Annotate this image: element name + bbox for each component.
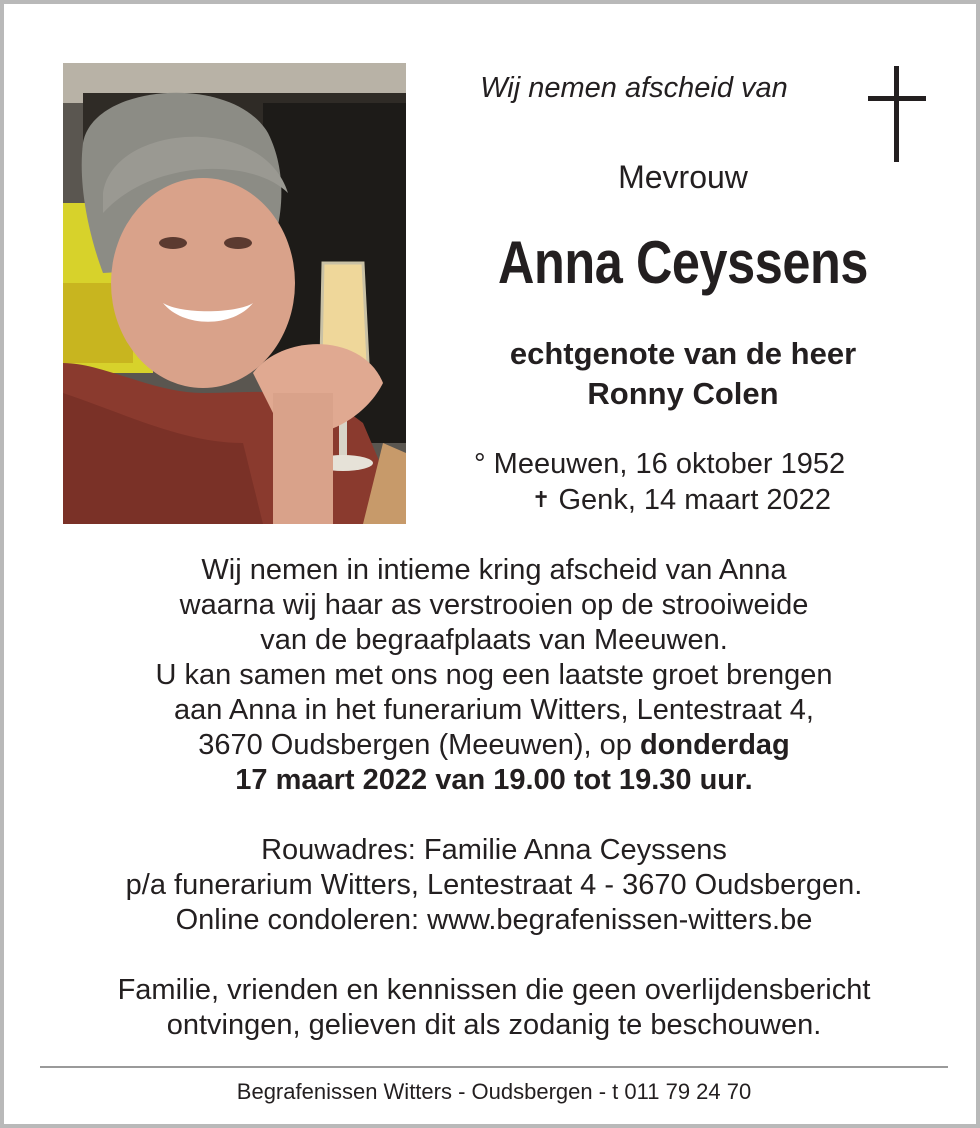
divider: [40, 1066, 948, 1068]
body-line: [44, 728, 944, 763]
body-line: aan Anna in het funerarium Witters, Lentestraat 4,: [174, 694, 814, 726]
spouse-info: [444, 334, 922, 414]
body-line: van de begraafplaats van Meeuwen.: [260, 624, 728, 656]
deceased-name: Anna Ceyssens: [498, 229, 868, 296]
birth-date: Meeuwen, 16 oktober 1952: [493, 448, 846, 480]
portrait-illustration: [63, 63, 406, 524]
death-line: [444, 482, 914, 518]
honorific: Mevrouw: [618, 159, 748, 195]
intro-text: Wij nemen afscheid van: [480, 72, 788, 104]
body-line: U kan samen met ons nog een laatste groet brengen: [155, 659, 833, 691]
death-date: Genk, 14 maart 2022: [558, 484, 831, 516]
body-line: waarna wij haar as verstrooien op de strooiweide: [179, 589, 809, 621]
birth-symbol: °: [474, 448, 486, 480]
spouse-line-2: Ronny Colen: [587, 376, 779, 411]
location-text: 3670 Oudsbergen (Meeuwen), op: [198, 729, 640, 761]
birth-line: [444, 447, 914, 482]
portrait-photo: [63, 63, 406, 524]
body-line: Wij nemen in intieme kring afscheid van Anna: [201, 554, 787, 586]
announcement-body: [44, 553, 944, 1043]
funeral-home-footer: Begrafenissen Witters - Oudsbergen - t 011 79 24 70: [236, 1079, 752, 1104]
death-cross-icon: ✝: [532, 487, 551, 512]
life-dates: [444, 447, 914, 518]
condolence-address-line: p/a funerarium Witters, Lentestraat 4 - 3670 Oudsbergen.: [125, 869, 863, 901]
closing-line: ontvingen, gelieven dit als zodanig te beschouwen.: [166, 1009, 822, 1041]
cross-icon: [868, 66, 926, 162]
closing-line: Familie, vrienden en kennissen die geen overlijdensbericht: [117, 974, 871, 1006]
visit-time: 17 maart 2022 van 19.00 tot 19.30 uur.: [235, 764, 753, 796]
condolence-address-line: Rouwadres: Familie Anna Ceyssens: [261, 834, 727, 866]
body-line: [44, 763, 944, 798]
spouse-line-1: echtgenote van de heer: [509, 336, 857, 371]
online-condolence-line: Online condoleren: www.begrafenissen-witters.be: [175, 904, 813, 936]
day-text: donderdag: [639, 729, 790, 761]
